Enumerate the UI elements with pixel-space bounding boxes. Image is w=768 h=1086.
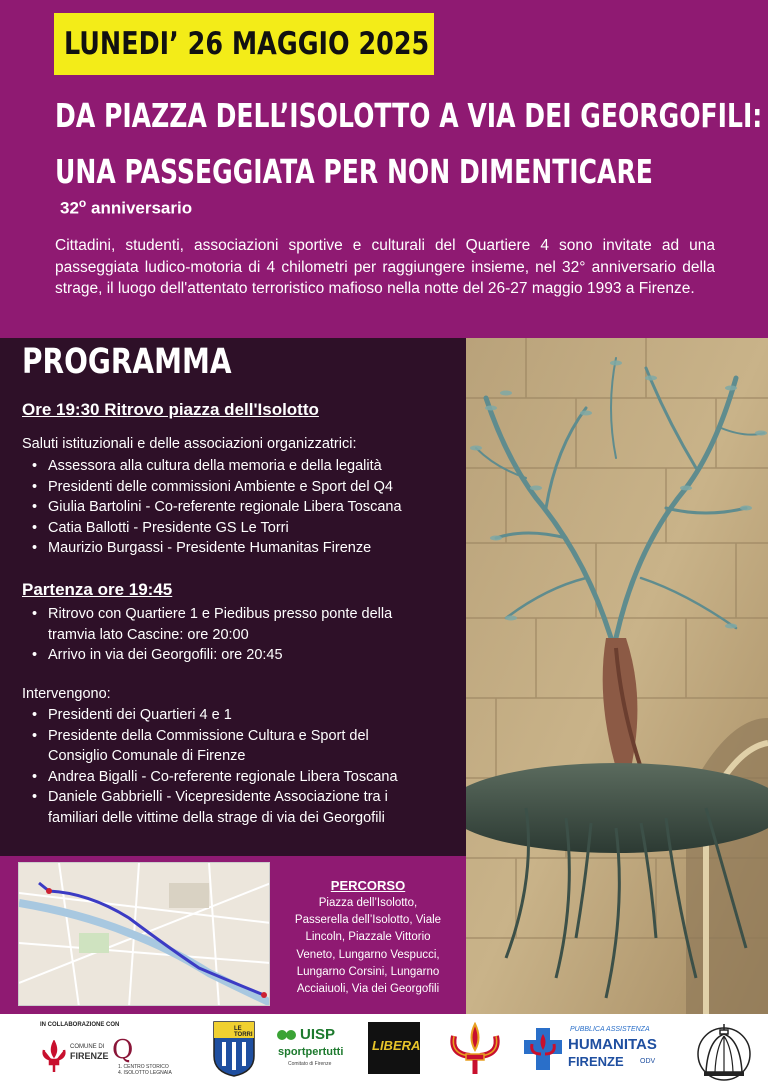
comune-firenze-logo: COMUNE DI FIRENZE [40,1038,110,1078]
route-line: Acciaiuoli, Via dei Georgofili [296,983,440,996]
humanitas-logo: PUBBLICA ASSISTENZA HUMANITAS FIRENZE ODV [522,1024,692,1076]
uisp-icon [276,1026,298,1044]
date-badge [54,13,434,75]
fleur-de-lis-logo [446,1020,504,1078]
section2-list [22,604,392,666]
section1-list [22,456,402,559]
list-item: • Presidenti dei Quartieri 4 e 1 [22,705,398,726]
list-item: • Maurizio Burgassi - Presidente Humanitas Firenze [22,538,402,559]
percorso-title: PERCORSO [330,878,406,893]
dome-icon [696,1018,752,1082]
sculpture-image [466,338,768,1014]
list-item: • Arrivo in via dei Georgofili: ore 20:45 [22,645,392,666]
quartieri-logo: Q 1. CENTRO STORICO 4. ISOLOTTO LEGNAIA [112,1035,172,1076]
route-line: Lincoln, Piazzale Vittorio [305,931,431,944]
route-map [18,862,270,1006]
libera-logo: LIBERA [368,1022,420,1074]
list-item-continuation: tramvia lato Cascine: ore 20:00 [48,626,249,643]
list-item: • Andrea Bigalli - Co-referente regionale Libera Toscana [22,767,398,788]
route-line: Passerella dell’Isolotto, Viale [294,914,442,927]
section3-intro: Intervengono: [22,686,111,702]
map-image [19,863,270,1006]
list-item-continuation: Consiglio Comunale di Firenze [48,748,246,764]
list-item: • Assessora alla cultura della memoria e della legalità [22,456,402,477]
list-item-continuation: familiari delle vittime della strage di via dei Georgofili [48,809,385,826]
programma-title: PROGRAMMA [22,342,232,382]
intro-paragraph: Cittadini, studenti, associazioni sportive e culturali del Quartiere 4 sono invitate ad una passeggiata ludico-motoria di 4 chilometri per raggiungere insieme, nel 32° anniversario della strage, il luogo dell'attentato terroristico mafioso nella notte del 26-27 maggio 1993 a Firenze. [55,237,715,297]
list-item: • Presidenti delle commissioni Ambiente e Sport del Q4 [22,477,402,498]
collaboration-label: IN COLLABORAZIONE CON [40,1022,120,1028]
list-item: • Catia Ballotti - Presidente GS Le Torri [22,518,402,539]
section1-heading: Ore 19:30 Ritrovo piazza dell'Isolotto [22,400,319,419]
giglio-icon [40,1040,68,1074]
event-date: LUNEDI’ 26 MAGGIO 2025 [64,26,430,62]
route-line: Veneto, Lungarno Vespucci, [296,948,440,961]
route-line: Piazza dell’Isolotto, [318,897,418,909]
section1-intro: Saluti istituzionali e delle associazioni organizzatrici: [22,436,357,452]
le-torri-logo: LE TORRI [212,1020,256,1078]
list-item: • Giulia Bartolini - Co-referente regionale Libera Toscana [22,497,402,518]
route-line: Lungarno Corsini, Lungarno [296,965,440,978]
duomo-logo [696,1018,752,1082]
list-item: • Ritrovo con Quartiere 1 e Piedibus presso ponte della [22,604,392,625]
percorso-route [282,895,454,998]
olive-tree-sculpture-photo [466,338,768,1014]
cross-giglio-icon [522,1026,564,1072]
list-item: • Presidente della Commissione Cultura e Sport del [22,726,398,747]
title-line-1: DA PIAZZA DELL’ISOLOTTO A VIA DEI GEORGOFILI: [55,96,763,135]
list-item: • Daniele Gabbrielli - Vicepresidente Associazione tra i [22,787,398,808]
section3-list [22,705,398,828]
section2-heading: Partenza ore 19:45 [22,580,173,599]
giglio-icon [446,1020,504,1078]
q-letter-icon: Q [112,1035,134,1065]
uisp-logo: UISP sportpertutti Comitato di Firenze [278,1026,344,1067]
anniversary: 32$^o$ anniversario [60,196,193,218]
title-line-2: UNA PASSEGGIATA PER NON DIMENTICARE [55,152,653,191]
